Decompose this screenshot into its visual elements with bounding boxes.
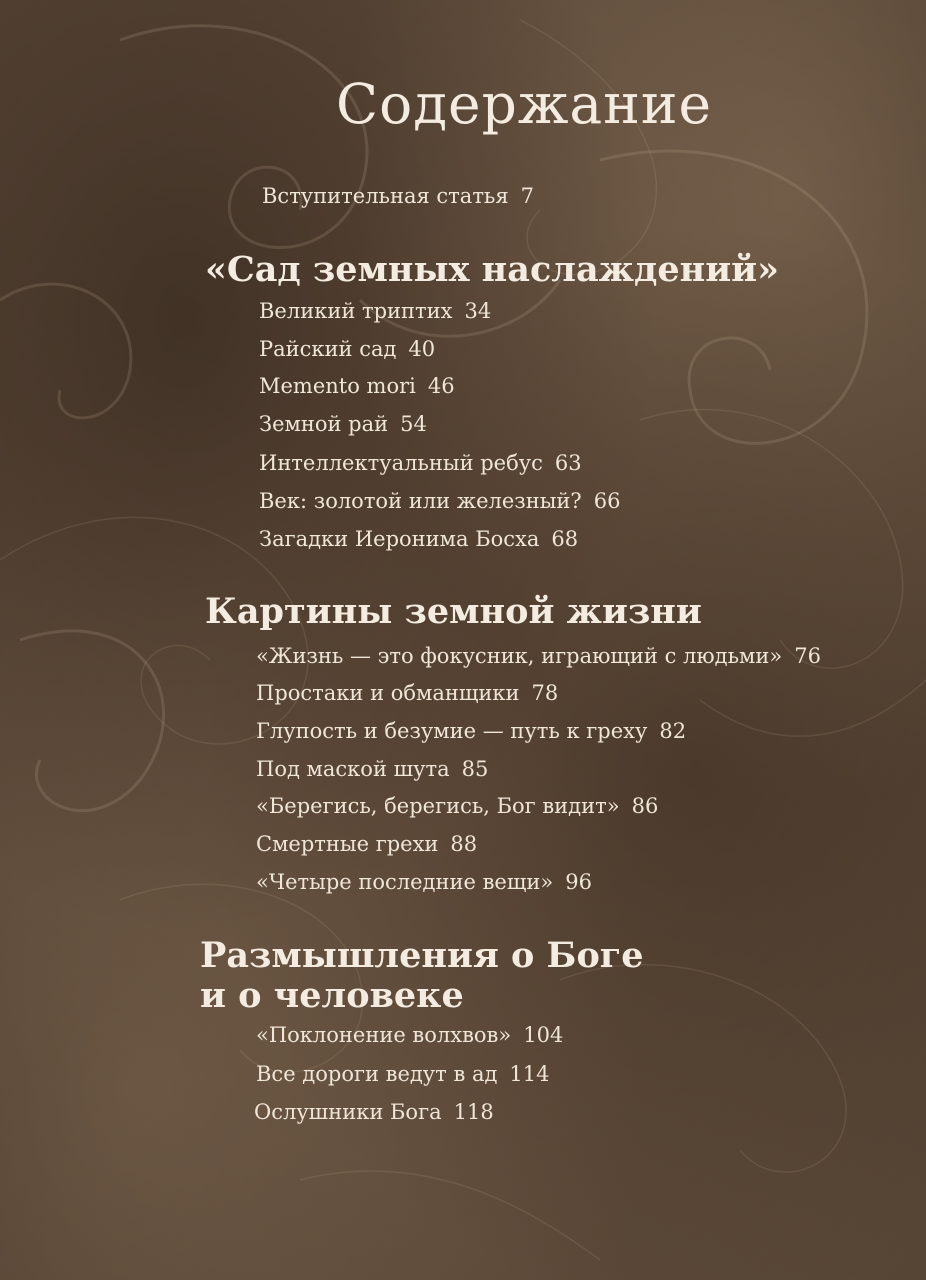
toc-entry-label: Глупость и безумие — путь к греху xyxy=(256,719,648,743)
toc-entry-page: 118 xyxy=(453,1100,494,1124)
section-heading-2: Картины земной жизни xyxy=(205,591,702,632)
toc-entry-page: 85 xyxy=(461,757,489,781)
page-title: Содержание xyxy=(336,72,713,136)
toc-entry xyxy=(256,792,658,820)
toc-entry-page: 104 xyxy=(523,1023,564,1047)
toc-entry xyxy=(256,642,821,670)
toc-entry xyxy=(254,1098,494,1126)
toc-entry-label: «Поклонение волхвов» xyxy=(256,1023,512,1047)
toc-entry xyxy=(259,525,578,553)
toc-entry xyxy=(256,1060,550,1088)
toc-entry xyxy=(259,449,582,477)
toc-entry-page: 114 xyxy=(509,1062,550,1086)
toc-entry-page: 76 xyxy=(794,644,821,668)
toc-entry-label: Смертные грехи xyxy=(256,832,439,856)
toc-entry-page: 54 xyxy=(400,412,427,436)
toc-entry-page: 66 xyxy=(593,489,621,513)
toc-entry xyxy=(259,487,620,515)
toc-entry xyxy=(256,679,558,707)
section-heading-line: и о человеке xyxy=(200,975,464,1016)
toc-entry xyxy=(256,755,488,783)
toc-entry-label: Все дороги ведут в ад xyxy=(256,1062,498,1086)
toc-entry xyxy=(259,297,491,325)
toc-entry-label: «Берегись, берегись, Бог видит» xyxy=(256,794,620,818)
toc-entry-label: Загадки Иеронима Босха xyxy=(259,527,540,551)
toc-entry xyxy=(256,1021,563,1049)
toc-entry-page: 34 xyxy=(464,299,492,323)
toc-entry xyxy=(259,372,455,400)
toc-entry-label: Memento mori xyxy=(259,374,416,398)
toc-entry-label: Райский сад xyxy=(259,337,397,361)
toc-entry-page: 68 xyxy=(551,527,579,551)
toc-entry-page: 78 xyxy=(531,681,559,705)
toc-entry-page: 46 xyxy=(427,374,455,398)
toc-entry-page: 86 xyxy=(631,794,659,818)
section-heading-3 xyxy=(200,936,644,1016)
toc-entry xyxy=(256,830,477,858)
toc-entry xyxy=(259,410,427,438)
toc-entry-label: «Жизнь — это фокусник, играющий с людьми» xyxy=(256,644,783,668)
toc-entry-page: 96 xyxy=(565,870,592,894)
toc-entry-page: 40 xyxy=(408,337,436,361)
toc-entry-label: Земной рай xyxy=(259,412,389,436)
toc-entry-label: Век: золотой или железный? xyxy=(259,489,582,513)
section-heading-1: «Сад земных наслаждений» xyxy=(205,249,779,290)
toc-entry-intro xyxy=(262,182,534,210)
toc-entry-label: Вступительная статья xyxy=(262,184,509,208)
toc-entry-label: Под маской шута xyxy=(256,757,450,781)
toc-entry xyxy=(256,868,592,896)
toc-entry-page: 63 xyxy=(554,451,582,475)
toc-entry-label: Великий триптих xyxy=(259,299,453,323)
toc-entry xyxy=(259,335,435,363)
toc-entry-label: Ослушники Бога xyxy=(254,1100,442,1124)
toc-entry-label: «Четыре последние вещи» xyxy=(256,870,554,894)
toc-entry-page: 7 xyxy=(520,184,534,208)
section-heading-line: Размышления о Боге xyxy=(200,935,644,976)
toc-entry-page: 82 xyxy=(659,719,687,743)
toc-entry-label: Простаки и обманщики xyxy=(256,681,520,705)
toc-entry-label: Интеллектуальный ребус xyxy=(259,451,543,475)
toc-entry xyxy=(256,717,686,745)
toc-entry-page: 88 xyxy=(450,832,478,856)
